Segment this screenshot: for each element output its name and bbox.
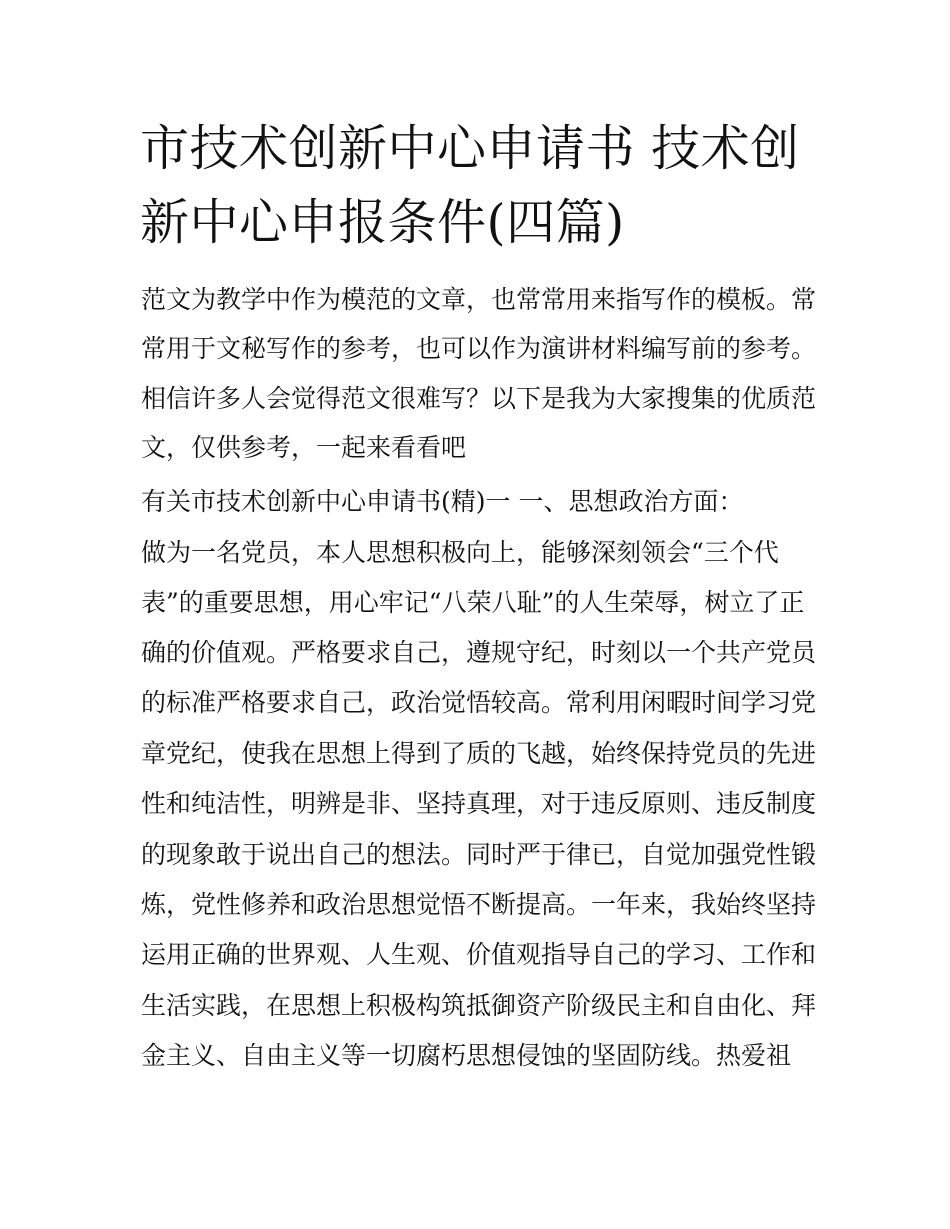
- body-line-3: 确的价值观。严格要求自己，遵规守纪，时刻以一个共产党员: [141, 638, 817, 667]
- document-title: [140, 112, 820, 260]
- body-line-1: 做为一名党员，本人思想积极向上，能够深刻领会“三个代: [141, 538, 779, 567]
- body-line-5: 章党纪，使我在思想上得到了质的飞越，始终保持党员的先进: [141, 739, 817, 768]
- body-line-10: 生活实践，在思想上积极构筑抵御资产阶级民主和自由化、拜: [141, 991, 817, 1020]
- intro-line-3: 相信许多人会觉得范文很难写？以下是我为大家搜集的优质范: [141, 384, 817, 413]
- body-line-6: 性和纯洁性，明辨是非、坚持真理，对于违反原则、违反制度: [141, 789, 817, 818]
- body-line-8: 炼，党性修养和政治思想觉悟不断提高。一年来，我始终坚持: [141, 890, 817, 919]
- title-line-2: 新中心申报条件(四篇): [140, 194, 625, 251]
- body-line-9: 运用正确的世界观、人生观、价值观指导自己的学习、工作和: [141, 940, 817, 969]
- intro-line-4: 文，仅供参考，一起来看看吧: [141, 433, 467, 462]
- intro-line-1: 范文为教学中作为模范的文章，也常常用来指写作的模板。常: [141, 285, 817, 314]
- body-line-7: 的现象敢于说出自己的想法。同时严于律已，自觉加强党性锻: [141, 840, 817, 869]
- section-heading: 有关市技术创新中心申请书(精)一 一、思想政治方面：: [141, 487, 744, 516]
- title-line-1: 市技术创新中心申请书 技术创: [140, 120, 800, 177]
- intro-line-2: 常用于文秘写作的参考，也可以作为演讲材料编写前的参考。: [141, 334, 817, 363]
- body-line-11: 金主义、自由主义等一切腐朽思想侵蚀的坚固防线。热爱祖: [141, 1041, 792, 1070]
- body-line-2: 表”的重要思想，用心牢记“八荣八耻”的人生荣辱，树立了正: [141, 588, 805, 617]
- body-line-4: 的标准严格要求自己，政治觉悟较高。常利用闲暇时间学习党: [141, 688, 817, 717]
